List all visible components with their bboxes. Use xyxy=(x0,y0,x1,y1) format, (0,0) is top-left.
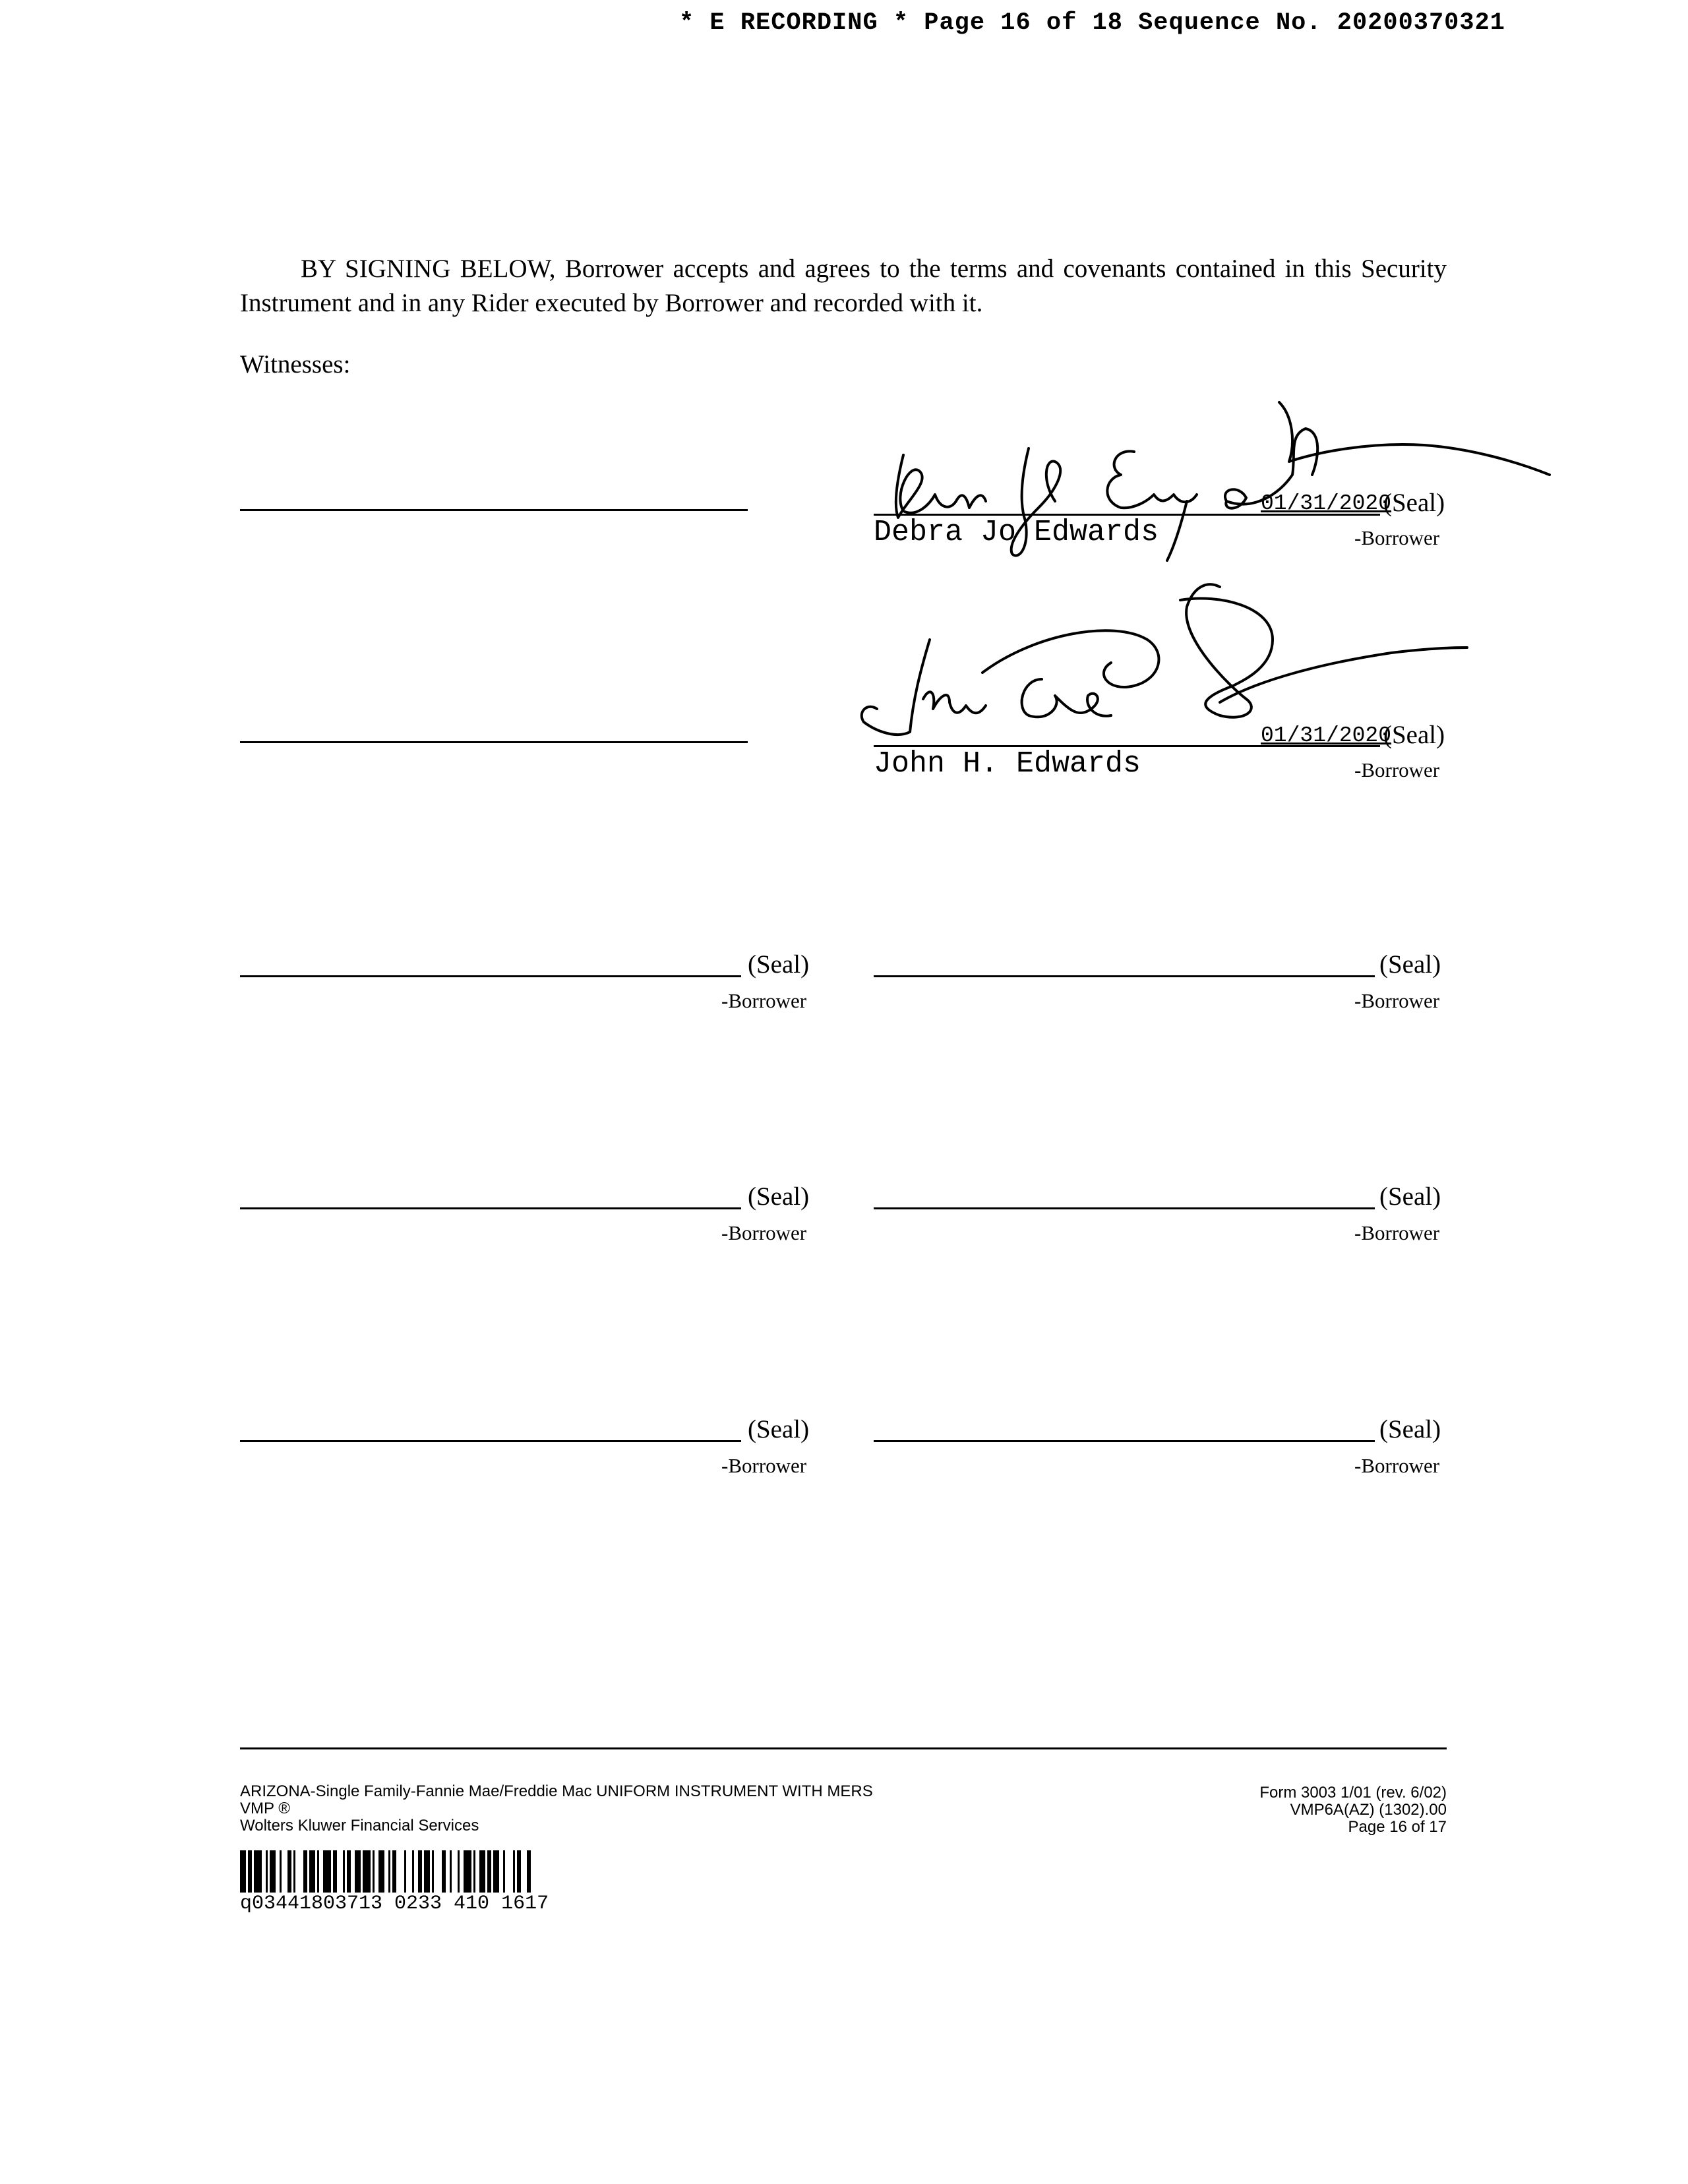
witness-line-2 xyxy=(240,741,748,743)
witnesses-label: Witnesses: xyxy=(240,350,351,379)
blank-seal-r3-right: (Seal) xyxy=(1379,1415,1441,1443)
footer-vmp-code: VMP6A(AZ) (1302).00 xyxy=(1290,1801,1447,1819)
footer-page-number: Page 16 of 17 xyxy=(1348,1818,1447,1836)
blank-role-r3-right: -Borrower xyxy=(1354,1454,1440,1477)
blank-seal-r1-left: (Seal) xyxy=(748,950,810,979)
signer1-seal: (Seal) xyxy=(1383,489,1445,517)
signer1-date: 01/31/2020 xyxy=(1261,491,1392,516)
blank-seal-r2-left: (Seal) xyxy=(748,1182,810,1211)
blank-seal-r1-right: (Seal) xyxy=(1379,950,1441,979)
blank-seal-r2-right: (Seal) xyxy=(1379,1182,1441,1211)
footer-form-title: ARIZONA-Single Family-Fannie Mae/Freddie Mac UNIFORM INSTRUMENT WITH MERS xyxy=(240,1782,873,1800)
barcode-number: q03441803713 0233 410 1617 xyxy=(240,1893,549,1915)
blank-signature-line-r1-right xyxy=(874,975,1375,977)
intro-paragraph xyxy=(240,252,1447,320)
signer1-typed-name: Debra Jo Edwards xyxy=(874,516,1159,549)
blank-role-r1-right: -Borrower xyxy=(1354,989,1440,1012)
footer-rule xyxy=(240,1747,1447,1749)
blank-seal-r3-left: (Seal) xyxy=(748,1415,810,1443)
footer-form-code: Form 3003 1/01 (rev. 6/02) xyxy=(1259,1784,1447,1802)
witness-line-1 xyxy=(240,509,748,511)
blank-signature-line-r3-right xyxy=(874,1440,1375,1442)
footer-form-number xyxy=(1259,1784,1447,1836)
blank-signature-line-r3-left xyxy=(240,1440,741,1442)
signer2-handwritten-signature xyxy=(851,567,1470,752)
blank-signature-line-r2-right xyxy=(874,1207,1375,1209)
signer1-role: -Borrower xyxy=(1354,526,1440,549)
intro-text: BY SIGNING BELOW, Borrower accepts and agrees to the terms and covenants contained in this Security Instrument and in any Rider executed by Borrower and recorded with it. xyxy=(240,255,1447,317)
blank-role-r2-left: -Borrower xyxy=(721,1221,807,1244)
signer1-handwritten-signature xyxy=(857,396,1556,567)
footer-form-info xyxy=(240,1783,873,1835)
blank-role-r1-left: -Borrower xyxy=(721,989,807,1012)
signer2-role: -Borrower xyxy=(1354,758,1440,781)
barcode xyxy=(240,1850,711,1893)
blank-signature-line-r1-left xyxy=(240,975,741,977)
signer2-seal: (Seal) xyxy=(1383,721,1445,749)
recording-header: * E RECORDING * Page 16 of 18 Sequence No. 20200370321 xyxy=(679,9,1505,37)
blank-role-r2-right: -Borrower xyxy=(1354,1221,1440,1244)
blank-signature-line-r2-left xyxy=(240,1207,741,1209)
blank-role-r3-left: -Borrower xyxy=(721,1454,807,1477)
signer2-typed-name: John H. Edwards xyxy=(874,747,1141,781)
footer-vmp: VMP ® xyxy=(240,1800,290,1817)
signer2-date: 01/31/2020 xyxy=(1261,723,1392,748)
footer-publisher: Wolters Kluwer Financial Services xyxy=(240,1817,479,1835)
